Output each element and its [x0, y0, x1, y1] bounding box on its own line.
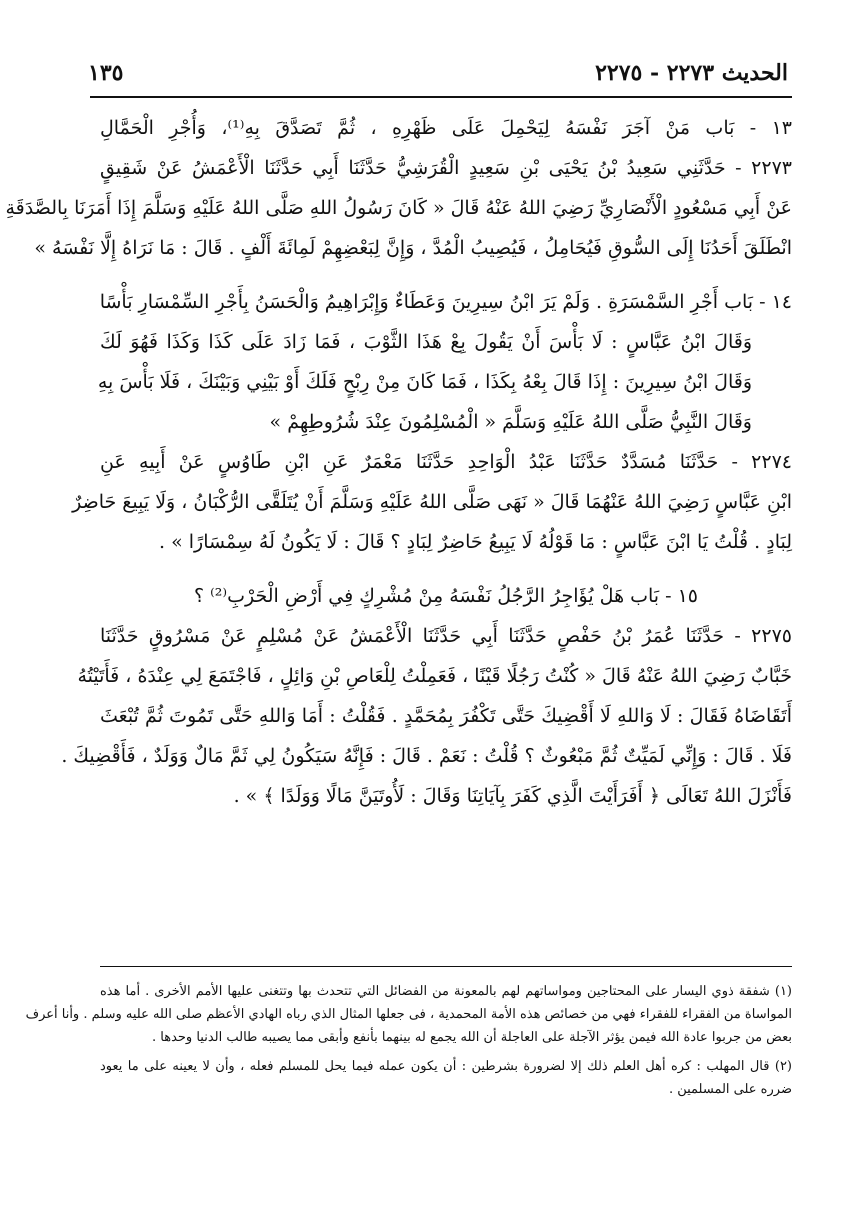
footnote-line: المواساة من الفقراء للفقراء فهي من خصائص هذه الأمة المحمدية ، فى جعلها المثال الذي رباه الهادي الأعظم صلى الله عليه وسلم . وأنا أعرف [25, 1007, 792, 1022]
footnote-line: (٢) قال المهلب : كره أهل العلم ذلك إلا لضرورة بشرطين : أن يكون عمله فيما يحل للمسلم فعله ، وأن لا يعينه على ما يعود [100, 1059, 792, 1074]
text-line: لِبَادٍ . قُلْتُ يَا ابْنَ عَبَّاسٍ : مَا قَوْلُهُ لَا يَبِيعُ حَاضِرٌ لِبَادٍ ؟ قَالَ : لَا يَكُونُ لَهُ سِمْسَارًا » . [159, 531, 792, 553]
text-line: انْطَلَقَ أَحَدُنَا إِلَى السُّوقِ فَيُحَامِلُ ، فَيُصِيبُ الْمُدَّ ، وَإِنَّ لِبَعْضِهِمْ لَمِائَةَ أَلْفٍ . قَالَ : مَا نَرَاهُ إِلَّا نَفْسَهُ » [34, 237, 792, 259]
footnote-line: بعض من جربوا عادة الله فيمن يؤثر الآجلة على العاجلة أن الله يجمع له بينهما بأنفع وأبقى مما يصيبه طالب الدنيا وحدها . [151, 1030, 792, 1045]
footnote-rule [100, 966, 792, 967]
text-line: ٢٢٧٤ - حَدَّثَنَا مُسَدَّدٌ حَدَّثَنَا عَبْدُ الْوَاحِدِ حَدَّثَنَا مَعْمَرٌ عَنِ ابْنِ طَاوُسٍ عَنْ أَبِيهِ عَنِ [100, 451, 792, 473]
text-line: عَنْ أَبِي مَسْعُودٍ الْأَنْصَارِيِّ رَضِيَ اللهُ عَنْهُ قَالَ « كَانَ رَسُولُ اللهِ صَلَّى اللهُ عَلَيْهِ وَسَلَّمَ إِذَا أَمَرَنَا بِالصَّدَقَةِ [5, 197, 792, 219]
footnote-2 [100, 1055, 792, 1101]
footnotes [25, 980, 792, 1101]
page-number: ١٣٥ [88, 60, 124, 86]
text-line: ٢٢٧٣ - حَدَّثَنِي سَعِيدُ بْنُ يَحْيَى بْنِ سَعِيدٍ الْقُرَشِيُّ حَدَّثَنَا أَبِي حَدَّثَنَا الْأَعْمَشُ عَنْ شَقِيقٍ [100, 157, 792, 179]
chapter-15 [100, 576, 792, 616]
main-text [5, 108, 793, 816]
text-line: أَتَقَاضَاهُ فَقَالَ : لَا وَاللهِ لَا أَقْضِيكَ حَتَّى تَكْفُرَ بِمُحَمَّدٍ . فَقُلْتُ : أَمَا وَاللهِ حَتَّى تَمُوتَ ثُمَّ تُبْعَثَ [100, 705, 792, 727]
hadith-2274 [72, 442, 792, 562]
text-line: خَبَّابٌ رَضِيَ اللهُ عَنْهُ قَالَ « كُنْتُ رَجُلًا قَيْنًا ، فَعَمِلْتُ لِلْعَاصِ بْنِ وَائِلٍ ، فَاجْتَمَعَ لِي عِنْدَهُ ، فَأَتَيْتُهُ [77, 665, 792, 687]
footnote-line: (١) شفقة ذوي اليسار على المحتاجين ومواساتهم لهم بالمعونة من الفضائل التي تتحدث بها وتتغنى عليها الأمم الأخرى . أما هذه [100, 984, 792, 999]
chapter-heading: ١٤ - بَاب أَجْرِ السَّمْسَرَةِ . وَلَمْ يَرَ ابْنُ سِيرِينَ وَعَطَاءٌ وَإِبْرَاهِيمُ وَالْحَسَنُ بِأَجْرِ السِّمْسَارِ بَأْسًا [99, 291, 792, 313]
text-line: وَقَالَ ابْنُ عَبَّاسٍ : لَا بَأْسَ أَنْ يَقُولَ بِعْ هَذَا الثَّوْبَ ، فَمَا زَادَ عَلَى كَذَا وَكَذَا فَهُوَ لَكَ [100, 331, 752, 353]
chapter-13 [5, 108, 793, 268]
text-line: فَلَا . قَالَ : وَإِنِّي لَمَيِّتٌ ثُمَّ مَبْعُوثٌ ؟ قُلْتُ : نَعَمْ . قَالَ : فَإِنَّهُ سَيَكُونُ لِي ثَمَّ مَالٌ وَوَلَدٌ ، فَأَقْضِيكَ . [61, 745, 792, 767]
text-line: ٢٢٧٥ - حَدَّثَنَا عُمَرُ بْنُ حَفْصٍ حَدَّثَنَا أَبِي حَدَّثَنَا الْأَعْمَشُ عَنْ مُسْلِمٍ عَنْ مَسْرُوقٍ حَدَّثَنَا [100, 625, 792, 647]
footnote-1 [25, 980, 792, 1049]
footnote-line: ضرره على المسلمين . [668, 1082, 792, 1097]
chapter-heading: ١٣ - بَاب مَنْ آجَرَ نَفْسَهُ لِيَحْمِلَ عَلَى ظَهْرِهِ ، ثُمَّ تَصَدَّقَ بِهِ⁽¹⁾، وَأُجْرِ الْحَمَّالِ [100, 117, 793, 139]
header-rule [90, 96, 792, 98]
text-line: ابْنِ عَبَّاسٍ رَضِيَ اللهُ عَنْهُمَا قَالَ « نَهَى صَلَّى اللهُ عَلَيْهِ وَسَلَّمَ أَنْ يُتَلَقَّى الرُّكْبَانُ ، وَلَا يَبِيعَ حَاضِرٌ [72, 491, 792, 513]
text-line: فَأَنْزَلَ اللهُ تَعَالَى ﴿ أَفَرَأَيْتَ الَّذِي كَفَرَ بِآيَاتِنَا وَقَالَ : لَأُوتَيَنَّ مَالًا وَوَلَدًا ﴾ » . [233, 785, 792, 807]
chapter-heading: ١٥ - بَاب هَلْ يُؤَاجِرُ الرَّجُلُ نَفْسَهُ مِنْ مُشْرِكٍ فِي أَرْضِ الْحَرْبِ⁽²⁾ ؟ [193, 585, 699, 607]
text-line: وَقَالَ ابْنُ سِيرِينَ : إِذَا قَالَ بِعْهُ بِكَذَا ، فَمَا كَانَ مِنْ رِبْحٍ فَلَكَ أَوْ بَيْنِي وَبَيْنَكَ ، فَلَا بَأْسَ بِهِ [97, 371, 752, 393]
hadith-2275 [61, 616, 792, 816]
text-line: وَقَالَ النَّبِيُّ صَلَّى اللهُ عَلَيْهِ وَسَلَّمَ « الْمُسْلِمُونَ عِنْدَ شُرُوطِهِمْ » [269, 411, 752, 433]
page-header [88, 54, 788, 94]
chapter-14 [97, 282, 792, 442]
hadith-range-header: الحديث ٢٢٧٣ - ٢٢٧٥ [595, 60, 788, 86]
